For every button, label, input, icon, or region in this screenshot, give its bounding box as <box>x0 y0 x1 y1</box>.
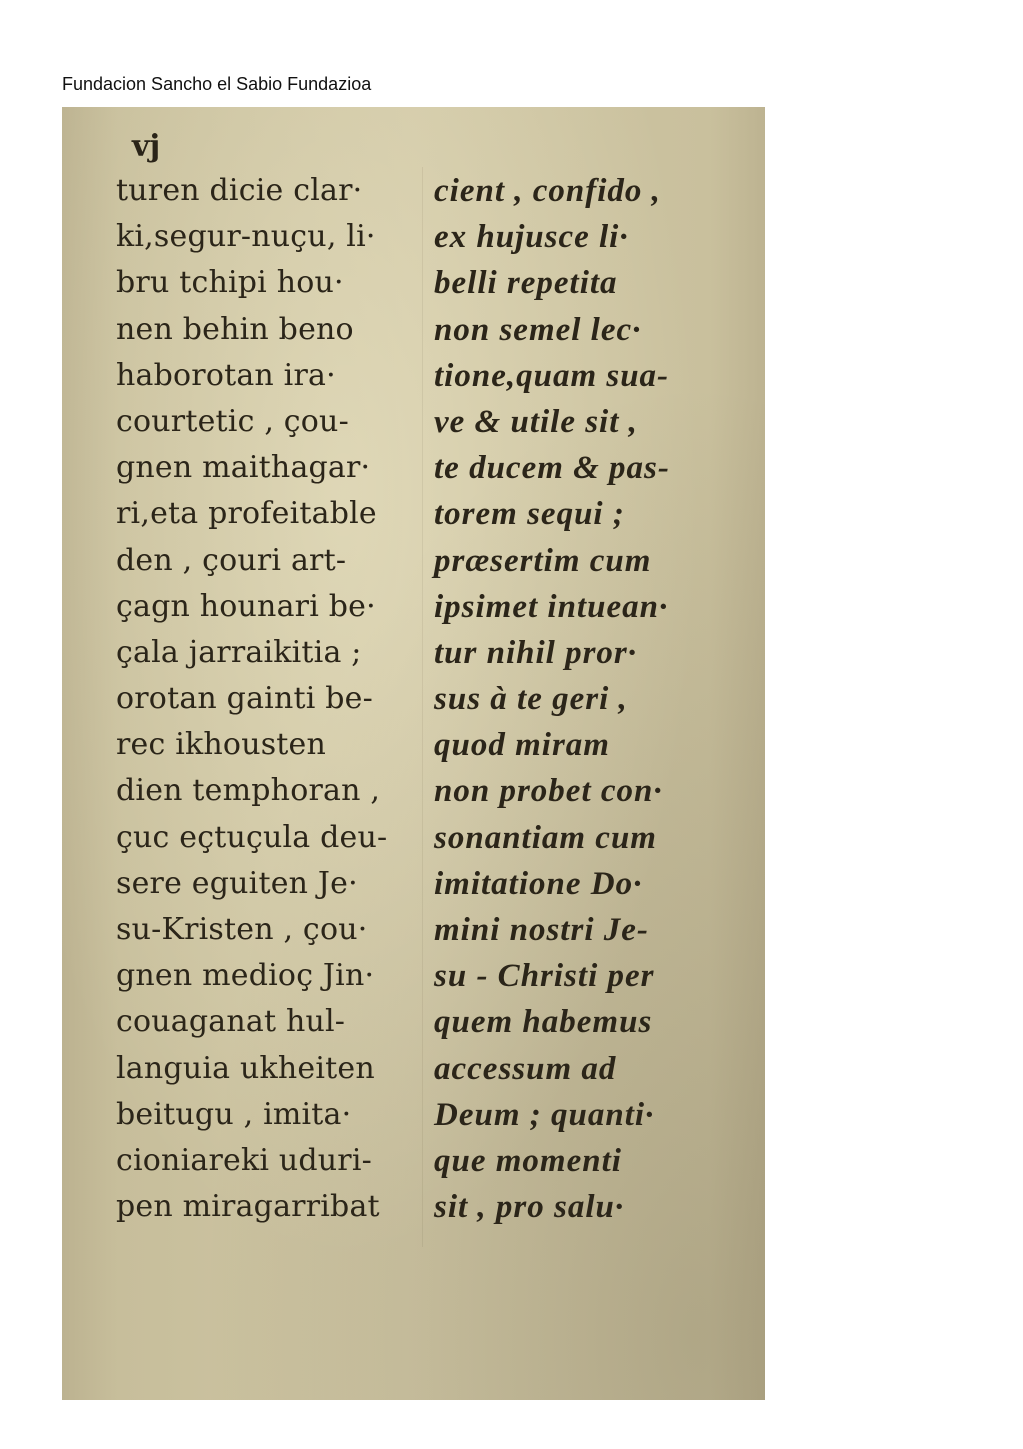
latin-text-line: tur nihil pror· <box>434 634 638 671</box>
latin-column <box>434 168 734 1230</box>
latin-text-line: ex hujusce li· <box>434 219 629 256</box>
basque-text-line: bru tchipi hou· <box>116 265 344 301</box>
latin-text-line: non semel lec· <box>434 311 642 348</box>
basque-text-line: pen miragarribat <box>116 1189 380 1225</box>
basque-text-line: couaganat hul- <box>116 1004 346 1040</box>
header-credit: Fundacion Sancho el Sabio Fundazioa <box>62 74 372 94</box>
basque-text-line: çala jarraikitia ; <box>116 634 362 670</box>
basque-text-line: orotan gainti be- <box>116 681 373 717</box>
latin-text-line: cient , confido , <box>434 173 661 209</box>
latin-text-line: sonantiam cum <box>434 819 657 856</box>
latin-text-line: su - Christi per <box>434 958 655 995</box>
basque-text-line: ki,segur-nuçu, li· <box>116 219 376 255</box>
latin-text-line: quem habemus <box>434 1004 653 1041</box>
basque-text-line: courtetic , çou- <box>116 403 349 439</box>
basque-text-line: gnen maithagar· <box>116 450 371 486</box>
basque-text-line: languia ukheiten <box>116 1050 375 1086</box>
latin-text-line: belli repetita <box>434 265 618 302</box>
basque-column <box>116 168 428 1230</box>
latin-text-line: sit , pro salu· <box>434 1189 625 1226</box>
basque-text-line: ri,eta profeitable <box>116 496 377 532</box>
basque-text-line: çagn hounari be· <box>116 588 376 624</box>
basque-text-line: beitugu , imita· <box>116 1096 352 1132</box>
basque-text-line: den , çouri art- <box>116 542 347 578</box>
basque-text-line: sere eguiten Je· <box>116 865 358 901</box>
scanned-page <box>62 107 765 1400</box>
latin-text-line: te ducem & pas- <box>434 450 670 487</box>
page-folio: vj <box>132 129 161 164</box>
latin-text-line: torem sequi ; <box>434 496 625 533</box>
latin-text-line: ipsimet intuean· <box>434 588 669 625</box>
basque-text-line: çuc eçtuçula deu- <box>116 819 388 855</box>
latin-text-line: que momenti <box>434 1142 622 1179</box>
latin-text-line: ve & utile sit , <box>434 403 638 440</box>
basque-text-line: su-Kristen , çou· <box>116 912 368 947</box>
latin-text-line: Deum ; quanti· <box>434 1096 655 1133</box>
basque-text-line: dien temphoran , <box>116 773 381 809</box>
latin-text-line: præsertim cum <box>434 542 652 579</box>
latin-text-line: imitatione Do· <box>434 865 643 902</box>
basque-text-line: cioniareki uduri- <box>116 1142 372 1178</box>
basque-text-line: gnen medioç Jin· <box>116 958 375 994</box>
latin-text-line: accessum ad <box>434 1050 617 1087</box>
basque-text-line: haborotan ira· <box>116 357 336 393</box>
latin-text-line: sus à te geri , <box>434 681 628 718</box>
latin-text-line: tione,quam sua- <box>434 357 670 394</box>
basque-text-line: rec ikhousten <box>116 727 327 763</box>
latin-text-line: non probet con· <box>434 773 663 810</box>
basque-text-line: nen behin beno <box>116 311 354 347</box>
basque-text-line: turen dicie clar· <box>116 173 363 208</box>
latin-text-line: quod miram <box>434 727 610 764</box>
latin-text-line: mini nostri Je- <box>434 912 649 948</box>
